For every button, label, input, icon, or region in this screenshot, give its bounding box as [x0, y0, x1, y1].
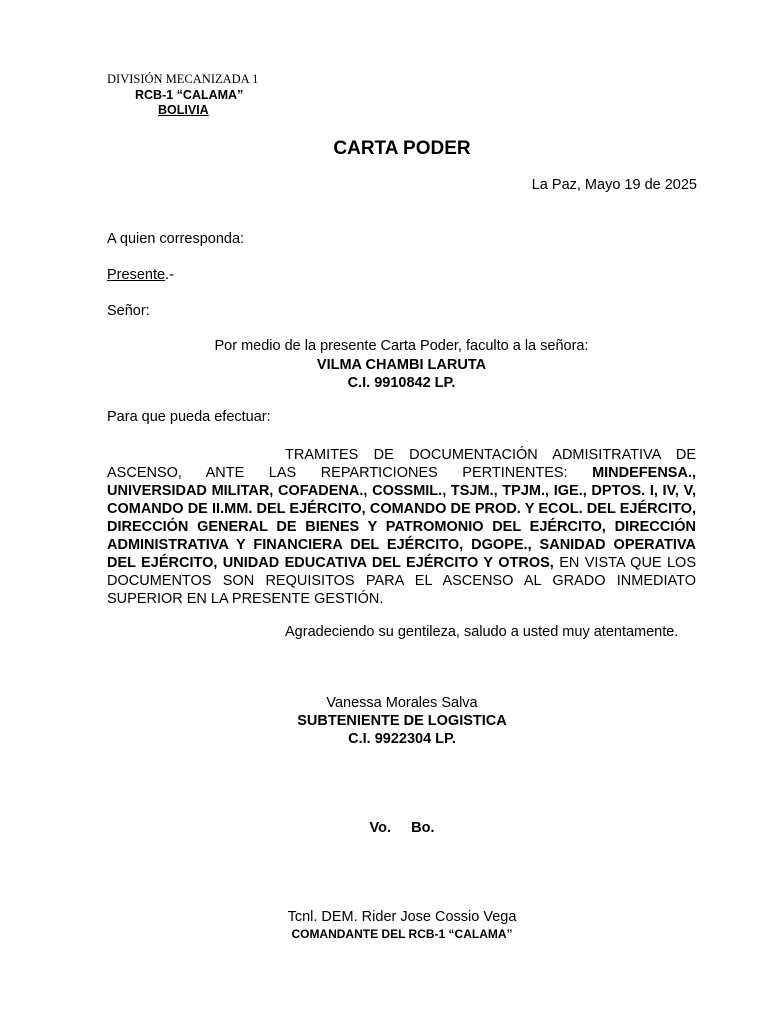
salutation: A quien corresponda: [107, 231, 245, 247]
purpose-intro: Para que pueda efectuar: [107, 409, 271, 425]
body-part3: EN VISTA QUE LOS DOCUMENTOS SON REQUISITOS PARA EL ASCENSO AL GRADO INMEDIATO SUPERIOR EN LA PRESENTE GESTIÓN. [107, 555, 697, 607]
commander-name: Tcnl. DEM. Rider Jose Cossio Vega [287, 909, 517, 925]
signer-rank: SUBTENIENTE DE LOGISTICA [297, 713, 507, 729]
closing-line: Agradeciendo su gentileza, saludo a usted muy atentamente. [285, 624, 679, 640]
presente-word: Presente [107, 267, 166, 283]
signer-ci: C.I. 9922304 LP. [348, 731, 456, 747]
body-paragraph [107, 446, 696, 608]
header-division: DIVISIÓN MECANIZADA 1 [107, 72, 259, 86]
header-country: BOLIVIA [158, 103, 209, 117]
body-part1: TRAMITES DE DOCUMENTACIÓN ADMISITRATIVA DE ASCENSO, ANTE LAS REPARTICIONES PERTINENTES: [107, 447, 696, 481]
intro-line: Por medio de la presente Carta Poder, faculto a la señora: [214, 338, 589, 354]
signer-name: Vanessa Morales Salva [326, 695, 478, 711]
commander-title: COMANDANTE DEL RCB-1 “CALAMA” [291, 927, 513, 941]
presente-line [107, 267, 174, 283]
senor-line: Señor: [107, 303, 150, 319]
document-title: CARTA PODER [333, 138, 471, 159]
body-entities: MINDEFENSA., UNIVERSIDAD MILITAR, COFADENA., COSSMIL., TSJM., TPJM., IGE., DPTOS. I, IV, V, COMANDO DE II.MM. DEL EJÉRCITO, COMANDO DE PROD. Y ECOL. DEL EJÉRCITO, DIRECCIÓN GENERAL DE BIENES Y PATROMONIO DEL EJÉRCITO, DIRECCIÓN ADMINISTRATIVA Y FINANCIERA DEL EJÉRCITO, DGOPE., SANIDAD OPERATIVA DEL EJÉRCITO, UNIDAD EDUCATIVA DEL EJÉRCITO Y OTROS, [107, 465, 696, 571]
presente-suffix: .- [165, 267, 174, 283]
date-line: La Paz, Mayo 19 de 2025 [531, 177, 697, 193]
header-unit: RCB-1 “CALAMA” [135, 88, 244, 102]
vobo-label: Vo. Bo. [369, 820, 435, 836]
grantee-ci: C.I. 9910842 LP. [347, 375, 456, 391]
grantee-name: VILMA CHAMBI LARUTA [316, 357, 487, 373]
